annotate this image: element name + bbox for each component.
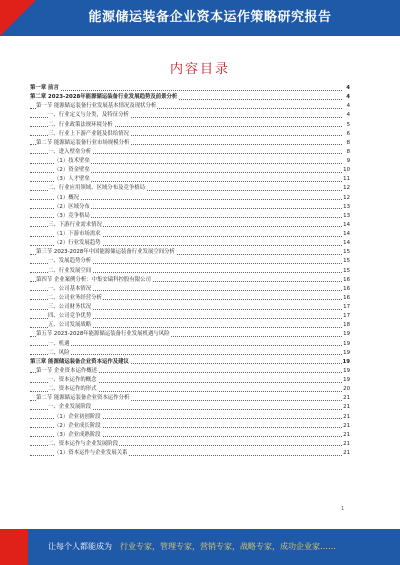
toc-entry[interactable] <box>30 230 350 239</box>
toc-entry-page: 16 <box>343 294 350 301</box>
toc-entry-text: （2）资金壁垒 <box>54 166 91 175</box>
toc-entry[interactable] <box>30 157 350 166</box>
toc-entry-page: 6 <box>346 130 350 137</box>
toc-entry[interactable] <box>30 93 350 102</box>
toc-entry[interactable] <box>30 349 350 358</box>
toc-entry-page: 21 <box>343 413 350 420</box>
toc-entry-page: 13 <box>343 203 350 210</box>
toc-entry[interactable] <box>30 148 350 157</box>
toc-entry-text: （2）企业成长阶段 <box>54 422 102 431</box>
toc-entry[interactable] <box>30 257 350 266</box>
report-title: 能源储运装备企业资本运作策略研究报告 <box>88 10 332 25</box>
toc-entry[interactable] <box>30 367 350 376</box>
toc-entry-page: 16 <box>343 285 350 292</box>
toc-entry[interactable] <box>30 340 350 349</box>
toc-entry-text: 一、公司基本情况 <box>48 285 92 294</box>
toc-entry-text: 第五节 2023-2028年能源储运装备行业发展机遇与风险 <box>36 330 171 339</box>
footer-banner <box>0 529 400 565</box>
toc-entry-text: 第一章 前言 <box>30 84 60 93</box>
toc-entry[interactable] <box>30 111 350 120</box>
toc-entry-page: 21 <box>343 395 350 402</box>
toc-entry-page: 16 <box>343 276 350 283</box>
toc-entry-page: 15 <box>343 267 350 274</box>
toc-heading: 内容目录 <box>169 62 230 77</box>
toc-entry[interactable] <box>30 139 350 148</box>
toc-entry[interactable] <box>30 203 350 212</box>
toc-entry-page: 10 <box>343 167 350 174</box>
toc-entry-text: 第一节 能源储运装备行业发展基本情况及现状分析 <box>36 102 157 111</box>
footer-slogan: 让每个人都能成为 <box>48 542 112 551</box>
toc-entry[interactable] <box>30 248 350 257</box>
toc-entry-page: 14 <box>343 221 350 228</box>
toc-entry-text: 一、发展趋势分析 <box>48 257 92 266</box>
toc-entry-page: 12 <box>343 194 350 201</box>
toc-entry[interactable] <box>30 394 350 403</box>
footer-accent-bar <box>0 529 28 565</box>
toc-entry[interactable] <box>30 121 350 130</box>
toc-entry-page: 21 <box>343 440 350 447</box>
toc-entry-page: 21 <box>343 422 350 429</box>
toc-entry-page: 14 <box>343 240 350 247</box>
toc-entry-page: 19 <box>343 340 350 347</box>
toc-entry[interactable] <box>30 267 350 276</box>
toc-entry-text: 一、企业发展阶段 <box>48 403 92 412</box>
toc-entry[interactable] <box>30 84 350 93</box>
toc-entry-text: 一、机遇 <box>48 340 71 349</box>
toc-entry-text: 三、公司财务状况 <box>48 303 92 312</box>
toc-entry-text: 第二节 能源储运装备行业市场规模分析 <box>36 139 130 148</box>
toc-entry[interactable] <box>30 330 350 339</box>
toc-entry-text: 第一节 企业资本运作概述 <box>36 367 98 376</box>
toc-entry[interactable] <box>30 312 350 321</box>
toc-entry-page: 20 <box>343 386 350 393</box>
toc-entry-page: 21 <box>343 431 350 438</box>
toc-entry[interactable] <box>30 413 350 422</box>
toc-entry-page: 19 <box>343 331 350 338</box>
toc-entry[interactable] <box>30 422 350 431</box>
toc-entry[interactable] <box>30 166 350 175</box>
toc-leader-dots <box>30 354 342 355</box>
toc-entry[interactable] <box>30 294 350 303</box>
toc-entry[interactable] <box>30 194 350 203</box>
toc-entry-text: （3）人才壁垒 <box>54 175 91 184</box>
toc-entry-page: 8 <box>346 148 350 155</box>
toc-entry-page: 5 <box>346 121 350 128</box>
toc-entry-text: 二、行业发展空间 <box>48 267 92 276</box>
header-accent-triangle <box>0 0 36 36</box>
toc-entry-page: 17 <box>343 313 350 320</box>
toc-entry-page: 4 <box>346 94 350 101</box>
toc-entry[interactable] <box>30 440 350 449</box>
toc-entry-text: （2）区域分布 <box>54 203 91 212</box>
toc-entry-text: 第三章 能源储运装备企业资本运作及建议 <box>30 358 130 367</box>
toc-entry-text: 四、公司竞争优势 <box>48 312 92 321</box>
toc-entry-page: 12 <box>343 185 350 192</box>
toc-entry-text: （2）行业发展趋势 <box>54 239 102 248</box>
toc-entry-page: 19 <box>343 349 350 356</box>
toc-entry-text: 五、公司发展战略 <box>48 321 92 330</box>
toc-entry-page: 21 <box>343 404 350 411</box>
toc-entry-page: 19 <box>343 367 350 374</box>
toc-entry-text: 一、行业定义与分类，及特征分析 <box>48 111 130 120</box>
toc-entry-text: （3）企业成熟阶段 <box>54 431 102 440</box>
toc-entry[interactable] <box>30 212 350 221</box>
toc-leader-dots <box>30 90 342 91</box>
toc-entry-text: （1）资本运作与企业发展关系 <box>54 449 129 458</box>
toc-entry[interactable] <box>30 376 350 385</box>
toc-entry-page: 14 <box>343 231 350 237</box>
toc-entry-text: 二、公司业务经营分析 <box>48 294 103 303</box>
toc-entry[interactable] <box>30 175 350 184</box>
toc-entry-text: 三、行业上下游产业链及供给情况 <box>48 130 130 139</box>
toc-entry-text: 二、行业政策法规环境分析 <box>48 121 114 130</box>
toc-entry-text: （3）竞争格局 <box>54 212 91 221</box>
toc-entry-page: 19 <box>343 377 350 383</box>
toc-entry-text: 二、风险 <box>48 349 71 358</box>
toc-entry-page: 4 <box>346 103 350 110</box>
toc-entry[interactable] <box>30 385 350 394</box>
toc-entry[interactable] <box>30 221 350 230</box>
toc-entry[interactable] <box>30 358 350 367</box>
toc-entry[interactable] <box>30 239 350 248</box>
toc-entry[interactable] <box>30 130 350 139</box>
toc-entry[interactable] <box>30 285 350 294</box>
toc-entry-text: 一、进入壁垒分析 <box>48 148 92 157</box>
footer-tagline: 行业专家，管理专家，营销专家，战略专家，成功企业家…… <box>120 542 336 551</box>
toc-entry-page: 4 <box>346 85 350 91</box>
toc-entry[interactable] <box>30 449 350 458</box>
toc-entry-text: （1）概况 <box>54 194 80 203</box>
toc-entry-page: 17 <box>343 304 350 310</box>
toc-entry[interactable] <box>30 431 350 440</box>
toc-entry-text: 二、资本运作与企业发展阶段 <box>48 440 119 449</box>
toc-leader-dots <box>30 345 342 346</box>
toc-entry-text: （1）企业初创阶段 <box>54 413 102 422</box>
page-number: 1 <box>341 506 345 512</box>
report-header <box>0 0 400 36</box>
toc-entry-text: 三、下游行业需求情况 <box>48 221 103 230</box>
toc-entry-text: 一、资本运作的概念 <box>48 376 98 385</box>
toc-entry-text: 二、行业应用领域、区域分布及竞争格局 <box>48 184 146 193</box>
table-of-contents <box>30 84 350 458</box>
toc-entry-page: 21 <box>343 450 350 456</box>
toc-entry-page: 15 <box>343 249 350 256</box>
toc-entry-page: 15 <box>343 258 350 265</box>
toc-entry-page: 4 <box>346 112 350 119</box>
toc-entry-page: 18 <box>343 322 350 329</box>
toc-entry-page: 8 <box>346 139 350 146</box>
toc-entry[interactable] <box>30 321 350 330</box>
toc-entry-page: 13 <box>343 212 350 219</box>
toc-entry-text: 第二节 能源储运装备企业资本运作分析 <box>36 394 130 403</box>
toc-entry-text: 第三节 2023-2028年中国能源储运装备行业发展空间分析 <box>36 248 176 257</box>
toc-entry-text: 二、资本运作的形式 <box>48 385 98 394</box>
toc-entry[interactable] <box>30 403 350 412</box>
toc-entry-text: 第四节 企业案例分析：中集安瑞科控股有限公司 <box>36 276 152 285</box>
toc-entry[interactable] <box>30 276 350 285</box>
toc-entry-text: （1）下游市场需求 <box>54 230 102 239</box>
toc-entry[interactable] <box>30 102 350 111</box>
toc-entry-text: 第二章 2023-2028年能源储运装备行业发展趋势及前景分析 <box>30 93 178 102</box>
toc-entry-page: 19 <box>342 358 350 365</box>
toc-entry-text: （1）技术壁垒 <box>54 157 91 166</box>
toc-entry[interactable] <box>30 184 350 193</box>
toc-entry-page: 11 <box>343 176 350 183</box>
toc-entry-page: 9 <box>346 158 350 164</box>
toc-entry[interactable] <box>30 303 350 312</box>
